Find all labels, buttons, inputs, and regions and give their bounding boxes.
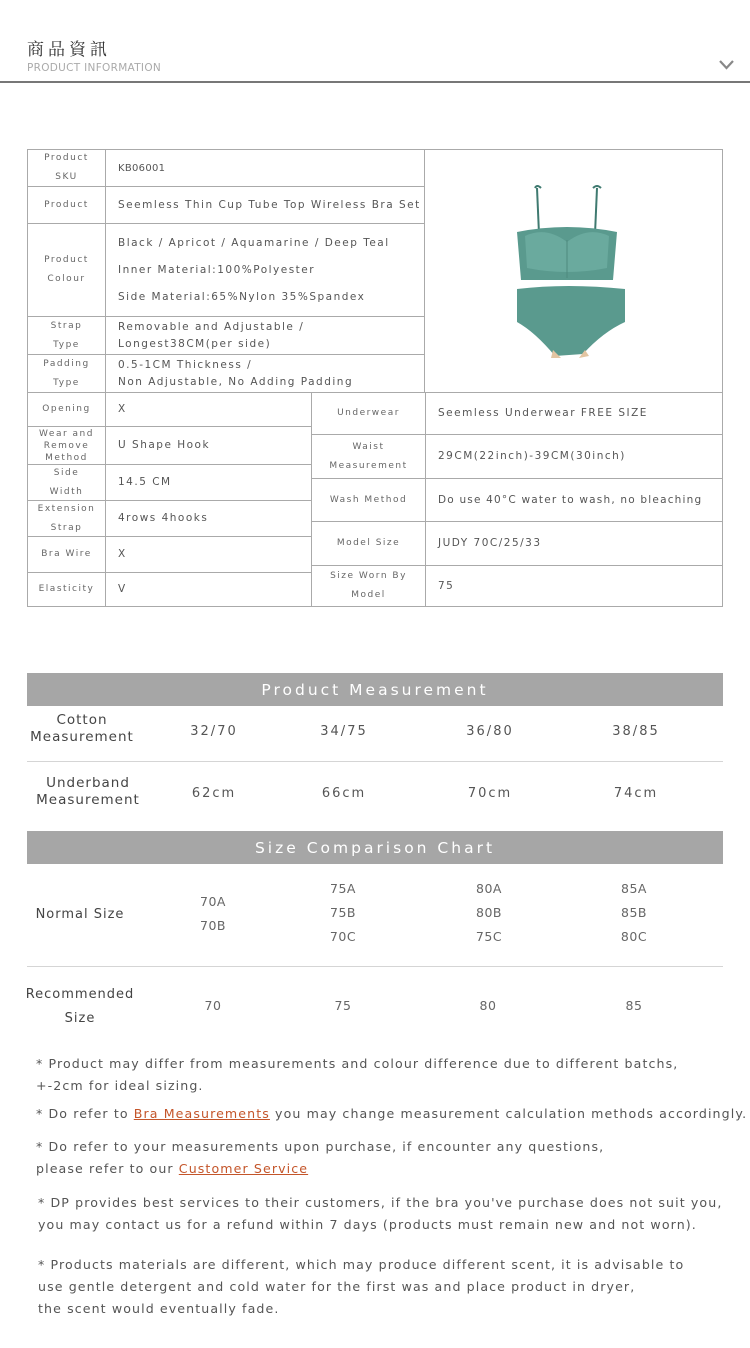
spec-label: Product SKU [44,153,89,182]
spec-label: Strap Type [50,320,83,350]
spec-value: 29CM(22inch)-39CM(30inch) [438,450,626,462]
spec-label: Wear and Remove Method [39,428,94,463]
measurement-cell: 62cm [191,786,237,801]
measurement-cell: 66cm [321,786,367,801]
recommended-size-cell: 80 [479,998,497,1013]
section-title-en: PRODUCT INFORMATION [27,62,162,74]
spec-value: 0.5-1CM Thickness / Non Adjustable, No Adding Padding [118,358,354,388]
spec-value: JUDY 70C/25/33 [438,537,542,549]
spec-label: Product [44,199,89,210]
chevron-down-icon[interactable] [718,58,735,72]
customer-service-link[interactable]: Customer Service [178,1161,309,1176]
measurement-cell: 36/80 [466,724,514,739]
note-batch-difference: * Product may differ from measurements and colour difference due to different batchs, +-2cm for ideal sizing. [36,1056,679,1093]
spec-value: U Shape Hook [118,439,211,451]
spec-label: Padding Type [43,358,90,388]
note-bra-measurements: * Do refer to Bra Measurements you may change measurement calculation methods accordingly. [36,1106,748,1121]
spec-value: 14.5 CM [118,476,172,488]
header-divider [0,81,750,83]
spec-table-left [27,392,312,607]
measurement-cell: 74cm [613,786,659,801]
spec-value: Do use 40°C water to wash, no bleaching [438,493,703,506]
spec-label: Model Size [336,538,401,548]
bra-top-shape [517,186,617,280]
spec-label: Underwear [337,408,400,418]
spec-value: Black / Apricot / Aquamarine / Deep Teal Inner Material:100%Polyester Side Material:65%Nylon 35%Spandex [118,236,390,303]
row-divider [27,761,723,762]
normal-size-col: 70A 70B [200,894,226,933]
spec-table-top [27,149,723,393]
spec-label: Product Colour [44,255,89,284]
recommended-size-cell: 70 [204,998,222,1013]
normal-size-col: 75A 75B 70C [329,881,357,944]
spec-value: KB06001 [118,162,166,174]
spec-label: Side Width [49,467,84,497]
spec-value: 75 [438,579,455,592]
measurement-cell: 32/70 [190,724,238,739]
measurement-cell: 38/85 [612,724,660,739]
measurement-title-bar: Product Measurement [27,673,723,706]
spec-value: X [118,548,127,560]
comparison-title-bar: Size Comparison Chart [27,831,723,864]
spec-label: Bra Wire [41,549,92,559]
normal-size-col: 85A 85B 80C [620,881,648,944]
measurement-cell: 34/75 [320,724,368,739]
spec-value: V [118,583,127,595]
underwear-shape [517,286,625,358]
section-title-zh: 商品資訊 [27,40,111,60]
note-scent: * Products materials are different, which may produce different scent, it is advisable to use gentle detergent and cold water for the first was and place product in dryer, the scent would eventually fade. [38,1257,685,1316]
spec-table-right [311,392,723,607]
spec-value: Seemless Thin Cup Tube Top Wireless Bra Set [118,198,421,211]
bra-measurements-link[interactable]: Bra Measurements [133,1106,270,1121]
product-image [425,150,723,392]
spec-label: Size Worn By Model [330,571,407,600]
spec-label: Extension Strap [37,503,96,533]
measurement-cell: 70cm [467,786,513,801]
recommended-size-cell: 85 [625,998,643,1013]
spec-value: Removable and Adjustable / Longest38CM(per side) [118,320,305,350]
row-head-underband: Underband Measurement [36,775,140,808]
spec-label: Opening [42,404,91,414]
recommended-size-cell: 75 [334,998,352,1013]
row-head-normal-size: Normal Size [35,907,125,922]
spec-value: 4rows 4hooks [118,512,209,524]
spec-value: Seemless Underwear FREE SIZE [438,407,648,419]
spec-label: Waist Measurement [329,441,408,471]
row-head-recommended-size: Recommended Size [25,987,135,1026]
spec-label: Wash Method [329,494,408,505]
normal-size-col: 80A 80B 75C [475,881,503,944]
spec-label: Elasticity [38,584,95,594]
row-head-cotton: Cotton Measurement [30,712,134,745]
note-refund-policy: * DP provides best services to their customers, if the bra you've purchase does not suit you, you may contact us for a refund within 7 days (products must remain new and not worn). [38,1195,723,1232]
row-divider [27,966,723,967]
note-customer-service: * Do refer to your measurements upon purchase, if encounter any questions, please refer to our Customer Service [36,1139,605,1176]
spec-value: X [118,403,127,415]
